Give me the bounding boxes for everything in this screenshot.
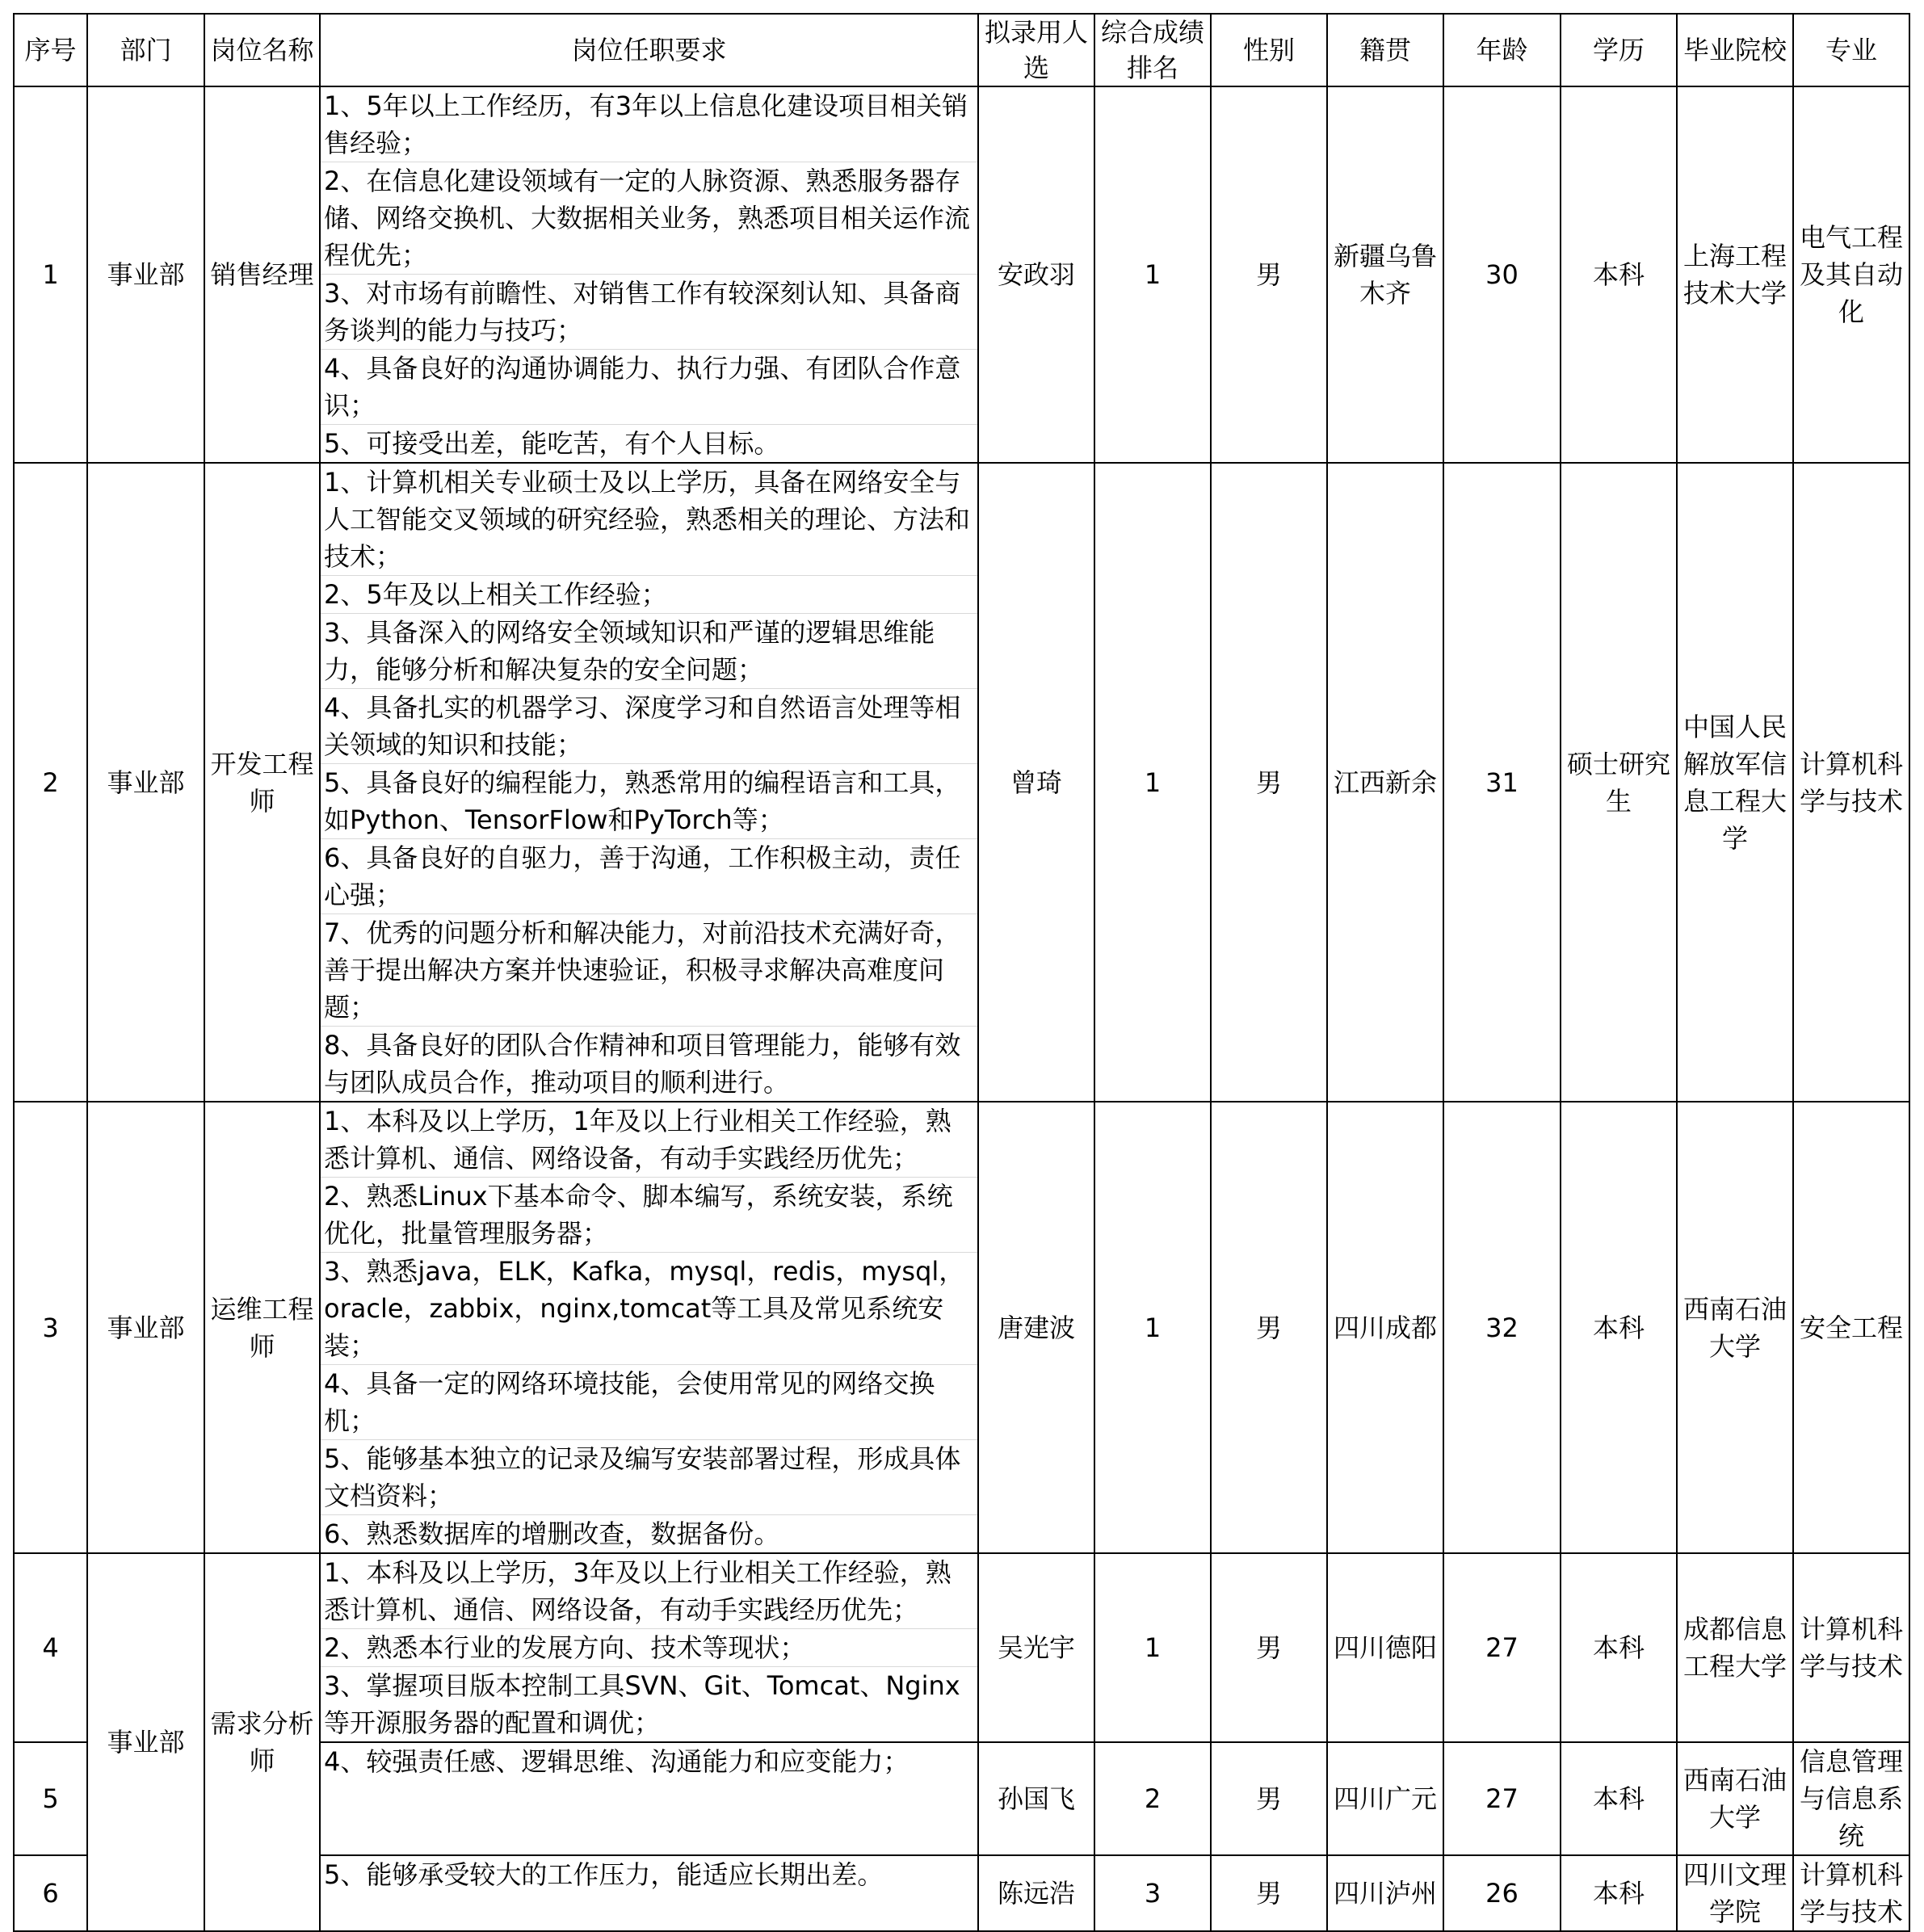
cell-no: 3 xyxy=(14,1102,87,1553)
cell-education: 本科 xyxy=(1561,1855,1677,1931)
header-cell-education: 学历 xyxy=(1561,14,1677,86)
cell-education: 本科 xyxy=(1561,86,1677,463)
header-cell-requirements: 岗位任职要求 xyxy=(320,14,978,86)
cell-school: 中国人民解放军信息工程大学 xyxy=(1677,463,1793,1102)
table-row xyxy=(14,86,1909,463)
requirement-item: 3、具备深入的网络安全领域知识和严谨的逻辑思维能力，能够分析和解决复杂的安全问题； xyxy=(321,614,977,689)
candidate-table xyxy=(13,13,1910,1932)
cell-rank: 1 xyxy=(1094,463,1211,1102)
cell-requirements xyxy=(320,1553,978,1742)
requirement-item: 2、熟悉本行业的发展方向、技术等现状； xyxy=(321,1629,977,1667)
cell-age: 27 xyxy=(1443,1742,1561,1855)
cell-rank: 2 xyxy=(1094,1742,1211,1855)
cell-gender: 男 xyxy=(1211,1855,1327,1931)
requirement-item: 4、具备一定的网络环境技能，会使用常见的网络交换机； xyxy=(321,1365,977,1440)
cell-name: 陈远浩 xyxy=(978,1855,1094,1931)
cell-school: 成都信息工程大学 xyxy=(1677,1553,1793,1742)
cell-rank: 1 xyxy=(1094,86,1211,463)
cell-school: 四川文理学院 xyxy=(1677,1855,1793,1931)
requirement-item: 3、熟悉java，ELK，Kafka，mysql，redis，mysql，oracle，zabbix，nginx,tomcat等工具及常见系统安装； xyxy=(321,1253,977,1365)
requirement-item: 2、熟悉Linux下基本命令、脚本编写，系统安装，系统优化，批量管理服务器； xyxy=(321,1178,977,1253)
cell-position: 运维工程师 xyxy=(204,1102,320,1553)
cell-name: 曾琦 xyxy=(978,463,1094,1102)
cell-major: 计算机科学与技术 xyxy=(1793,1855,1909,1931)
cell-gender: 男 xyxy=(1211,1553,1327,1742)
cell-dept: 事业部 xyxy=(87,1553,204,1931)
cell-education: 本科 xyxy=(1561,1742,1677,1855)
cell-no: 4 xyxy=(14,1553,87,1742)
header-cell-major: 专业 xyxy=(1793,14,1909,86)
header-cell-gender: 性别 xyxy=(1211,14,1327,86)
header-cell-age: 年龄 xyxy=(1443,14,1561,86)
cell-requirements xyxy=(320,1855,978,1931)
cell-education: 本科 xyxy=(1561,1102,1677,1553)
requirement-item: 5、能够基本独立的记录及编写安装部署过程，形成具体文档资料； xyxy=(321,1440,977,1515)
cell-dept: 事业部 xyxy=(87,463,204,1102)
cell-requirements xyxy=(320,1102,978,1553)
requirement-item: 5、可接受出差，能吃苦，有个人目标。 xyxy=(324,428,780,459)
cell-major: 计算机科学与技术 xyxy=(1793,1553,1909,1742)
cell-name: 唐建波 xyxy=(978,1102,1094,1553)
cell-position: 开发工程师 xyxy=(204,463,320,1102)
cell-name: 安政羽 xyxy=(978,86,1094,463)
cell-requirements xyxy=(320,463,978,1102)
cell-no: 5 xyxy=(14,1742,87,1855)
cell-major: 安全工程 xyxy=(1793,1102,1909,1553)
requirement-item: 4、具备扎实的机器学习、深度学习和自然语言处理等相关领域的知识和技能； xyxy=(321,689,977,764)
cell-age: 32 xyxy=(1443,1102,1561,1553)
cell-position: 需求分析师 xyxy=(204,1553,320,1931)
cell-no: 6 xyxy=(14,1855,87,1931)
requirement-item: 1、5年以上工作经历，有3年以上信息化建设项目相关销售经验； xyxy=(321,87,977,162)
cell-rank: 1 xyxy=(1094,1102,1211,1553)
cell-gender: 男 xyxy=(1211,463,1327,1102)
requirement-item: 5、能够承受较大的工作压力，能适应长期出差。 xyxy=(324,1859,884,1890)
cell-age: 27 xyxy=(1443,1553,1561,1742)
cell-no: 2 xyxy=(14,463,87,1102)
cell-requirements xyxy=(320,1742,978,1855)
cell-education: 本科 xyxy=(1561,1553,1677,1742)
cell-position: 销售经理 xyxy=(204,86,320,463)
table-row xyxy=(14,1553,1909,1742)
requirement-item: 7、优秀的问题分析和解决能力，对前沿技术充满好奇，善于提出解决方案并快速验证，积极寻求解决高难度问题； xyxy=(321,914,977,1027)
cell-dept: 事业部 xyxy=(87,1102,204,1553)
cell-origin: 新疆乌鲁木齐 xyxy=(1327,86,1443,463)
header-cell-position: 岗位名称 xyxy=(204,14,320,86)
header-cell-dept: 部门 xyxy=(87,14,204,86)
cell-school: 上海工程技术大学 xyxy=(1677,86,1793,463)
requirement-item: 2、在信息化建设领域有一定的人脉资源、熟悉服务器存储、网络交换机、大数据相关业务，熟悉项目相关运作流程优先； xyxy=(321,162,977,275)
requirement-item: 1、计算机相关专业硕士及以上学历，具备在网络安全与人工智能交叉领域的研究经验，熟悉相关的理论、方法和技术； xyxy=(321,464,977,576)
header-cell-rank: 综合成绩排名 xyxy=(1094,14,1211,86)
requirement-item: 4、具备良好的沟通协调能力、执行力强、有团队合作意识； xyxy=(321,350,977,425)
cell-school: 西南石油大学 xyxy=(1677,1102,1793,1553)
cell-rank: 3 xyxy=(1094,1855,1211,1931)
header-cell-school: 毕业院校 xyxy=(1677,14,1793,86)
table-row xyxy=(14,463,1909,1102)
cell-major: 计算机科学与技术 xyxy=(1793,463,1909,1102)
header-cell-origin: 籍贯 xyxy=(1327,14,1443,86)
cell-name: 孙国飞 xyxy=(978,1742,1094,1855)
cell-origin: 四川泸州 xyxy=(1327,1855,1443,1931)
cell-no: 1 xyxy=(14,86,87,463)
cell-origin: 四川成都 xyxy=(1327,1102,1443,1553)
header-cell-no: 序号 xyxy=(14,14,87,86)
requirement-item: 8、具备良好的团队合作精神和项目管理能力，能够有效与团队成员合作，推动项目的顺利进行。 xyxy=(324,1030,961,1098)
requirement-item: 6、具备良好的自驱力，善于沟通，工作积极主动，责任心强； xyxy=(321,839,977,914)
cell-requirements xyxy=(320,86,978,463)
cell-age: 26 xyxy=(1443,1855,1561,1931)
cell-age: 30 xyxy=(1443,86,1561,463)
header-row xyxy=(14,14,1909,86)
cell-major: 电气工程及其自动化 xyxy=(1793,86,1909,463)
cell-school: 西南石油大学 xyxy=(1677,1742,1793,1855)
cell-name: 吴光宇 xyxy=(978,1553,1094,1742)
cell-major: 信息管理与信息系统 xyxy=(1793,1742,1909,1855)
requirement-item: 6、熟悉数据库的增删改查，数据备份。 xyxy=(324,1518,780,1549)
table-row xyxy=(14,1102,1909,1553)
requirement-item: 1、本科及以上学历，3年及以上行业相关工作经验，熟悉计算机、通信、网络设备，有动手实践经历优先； xyxy=(321,1554,977,1629)
cell-gender: 男 xyxy=(1211,1742,1327,1855)
requirement-item: 3、对市场有前瞻性、对销售工作有较深刻认知、具备商务谈判的能力与技巧； xyxy=(321,275,977,350)
header-cell-name: 拟录用人选 xyxy=(978,14,1094,86)
requirement-item: 4、较强责任感、逻辑思维、沟通能力和应变能力； xyxy=(324,1746,909,1777)
cell-rank: 1 xyxy=(1094,1553,1211,1742)
cell-gender: 男 xyxy=(1211,1102,1327,1553)
requirement-item: 3、掌握项目版本控制工具SVN、Git、Tomcat、Nginx等开源服务器的配置和调优； xyxy=(324,1670,960,1738)
cell-origin: 四川广元 xyxy=(1327,1742,1443,1855)
requirement-item: 5、具备良好的编程能力，熟悉常用的编程语言和工具，如Python、TensorFlow和PyTorch等； xyxy=(321,764,977,839)
requirement-item: 2、5年及以上相关工作经验； xyxy=(321,576,977,614)
cell-gender: 男 xyxy=(1211,86,1327,463)
requirement-item: 1、本科及以上学历，1年及以上行业相关工作经验，熟悉计算机、通信、网络设备，有动手实践经历优先； xyxy=(321,1102,977,1178)
cell-education: 硕士研究生 xyxy=(1561,463,1677,1102)
cell-dept: 事业部 xyxy=(87,86,204,463)
cell-origin: 四川德阳 xyxy=(1327,1553,1443,1742)
cell-age: 31 xyxy=(1443,463,1561,1102)
cell-origin: 江西新余 xyxy=(1327,463,1443,1102)
